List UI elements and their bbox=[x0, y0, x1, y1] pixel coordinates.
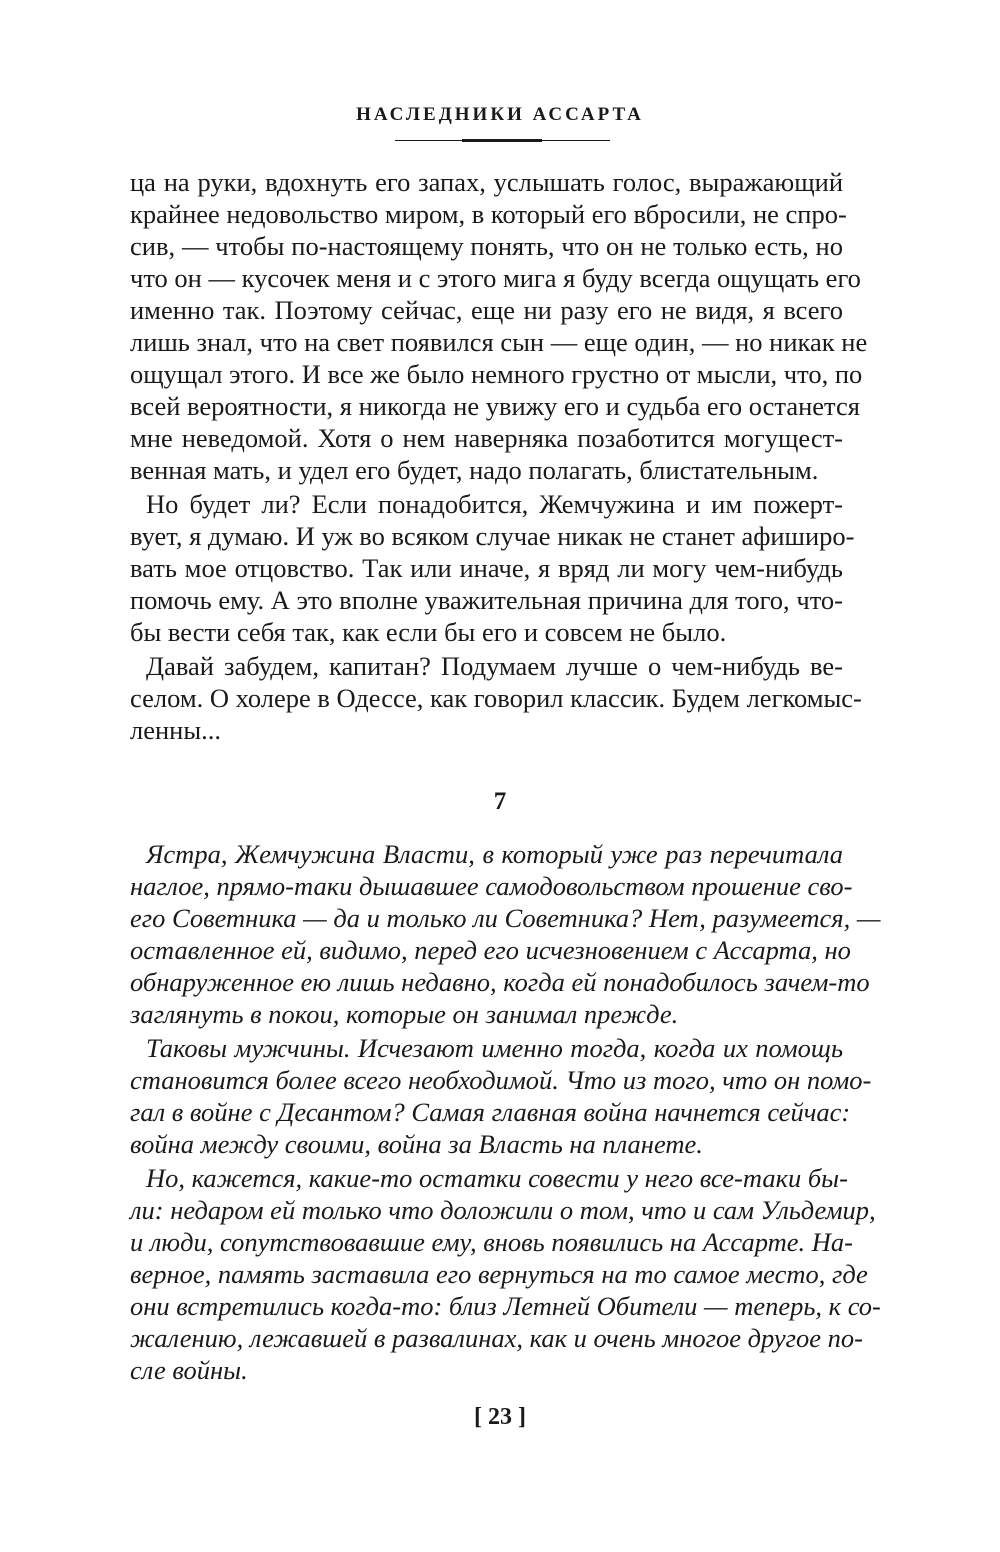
text-line: вует, я думаю. И уж во всяком случае никак не станет афиширо- bbox=[130, 521, 855, 551]
text-line: становится более всего необходимой. Что из того, что он помо- bbox=[130, 1065, 872, 1095]
running-head: НАСЛЕДНИКИ АССАРТА bbox=[356, 104, 644, 125]
text-line: венная мать, и удел его будет, надо полагать, блистательным. bbox=[130, 455, 819, 485]
text-line: обнаруженное ею лишь недавно, когда ей понадобилось зачем-то bbox=[130, 967, 870, 997]
text-line: ленны... bbox=[130, 715, 222, 745]
text-line: мне неведомой. Хотя о нем наверняка позаботится могущест- bbox=[130, 423, 843, 453]
running-head-rule-accent bbox=[462, 139, 542, 142]
text-line: Давай забудем, капитан? Подумаем лучше о чем-нибудь ве- bbox=[146, 651, 843, 681]
text-line: гал в войне с Десантом? Самая главная война начнется сейчас: bbox=[130, 1097, 851, 1127]
text-line: именно так. Поэтому сейчас, еще ни разу его не видя, я всего bbox=[130, 295, 843, 325]
text-line: заглянуть в покои, которые он занимал прежде. bbox=[130, 999, 679, 1029]
text-line: его Советника — да и только ли Советника? Нет, разумеется, — bbox=[130, 903, 881, 933]
text-line: бы вести себя так, как если бы его и совсем не было. bbox=[130, 617, 727, 647]
text-line: крайнее недовольство миром, в который его вбросили, не спро- bbox=[130, 199, 847, 229]
text-line: помочь ему. А это вполне уважительная причина для того, что- bbox=[130, 585, 843, 615]
page-number: [ 23 ] bbox=[474, 1404, 526, 1430]
text-line: всей вероятности, я никогда не увижу его и судьба его останется bbox=[130, 391, 860, 421]
text-line: Таковы мужчины. Исчезают именно тогда, когда их помощь bbox=[146, 1033, 843, 1063]
text-line: наглое, прямо-таки дышавшее самодовольством прошение сво- bbox=[130, 871, 853, 901]
text-line: и люди, сопутствовавшие ему, вновь появились на Ассарте. На- bbox=[130, 1227, 853, 1257]
text-line: сив, — чтобы по-настоящему понять, что он не только есть, но bbox=[130, 231, 843, 261]
text-line: верное, память заставила его вернуться на то самое место, где bbox=[130, 1259, 868, 1289]
text-line: сле войны. bbox=[130, 1355, 248, 1385]
text-line: они встретились когда-то: близ Летней Обители — теперь, к со- bbox=[130, 1291, 881, 1321]
chapter-number: 7 bbox=[493, 788, 507, 815]
text-line: Но будет ли? Если понадобится, Жемчужина и им пожерт- bbox=[146, 489, 843, 519]
text-line: что он — кусочек меня и с этого мига я буду всегда ощущать его bbox=[130, 263, 861, 293]
text-line: ли: недаром ей только что доложили о том, что и сам Ульдемир, bbox=[130, 1195, 876, 1225]
text-line: селом. О холере в Одессе, как говорил классик. Будем легкомыс- bbox=[130, 683, 862, 713]
text-line: жалению, лежавшей в развалинах, как и очень многое другое по- bbox=[130, 1323, 863, 1353]
text-line: Но, кажется, какие-то остатки совести у него все-таки бы- bbox=[146, 1163, 848, 1193]
text-line: ца на руки, вдохнуть его запах, услышать голос, выражающий bbox=[130, 167, 843, 197]
text-line: вать мое отцовство. Так или иначе, я вряд ли могу чем-нибудь bbox=[130, 553, 843, 583]
text-line: оставленное ей, видимо, перед его исчезновением с Ассарта, но bbox=[130, 935, 851, 965]
text-line: Ястра, Жемчужина Власти, в который уже раз перечитала bbox=[146, 839, 843, 869]
text-line: лишь знал, что на свет появился сын — еще один, — но никак не bbox=[130, 327, 868, 357]
text-line: ощущал этого. И все же было немного грустно от мысли, что, по bbox=[130, 359, 863, 389]
text-line: война между своими, война за Власть на планете. bbox=[130, 1129, 703, 1159]
